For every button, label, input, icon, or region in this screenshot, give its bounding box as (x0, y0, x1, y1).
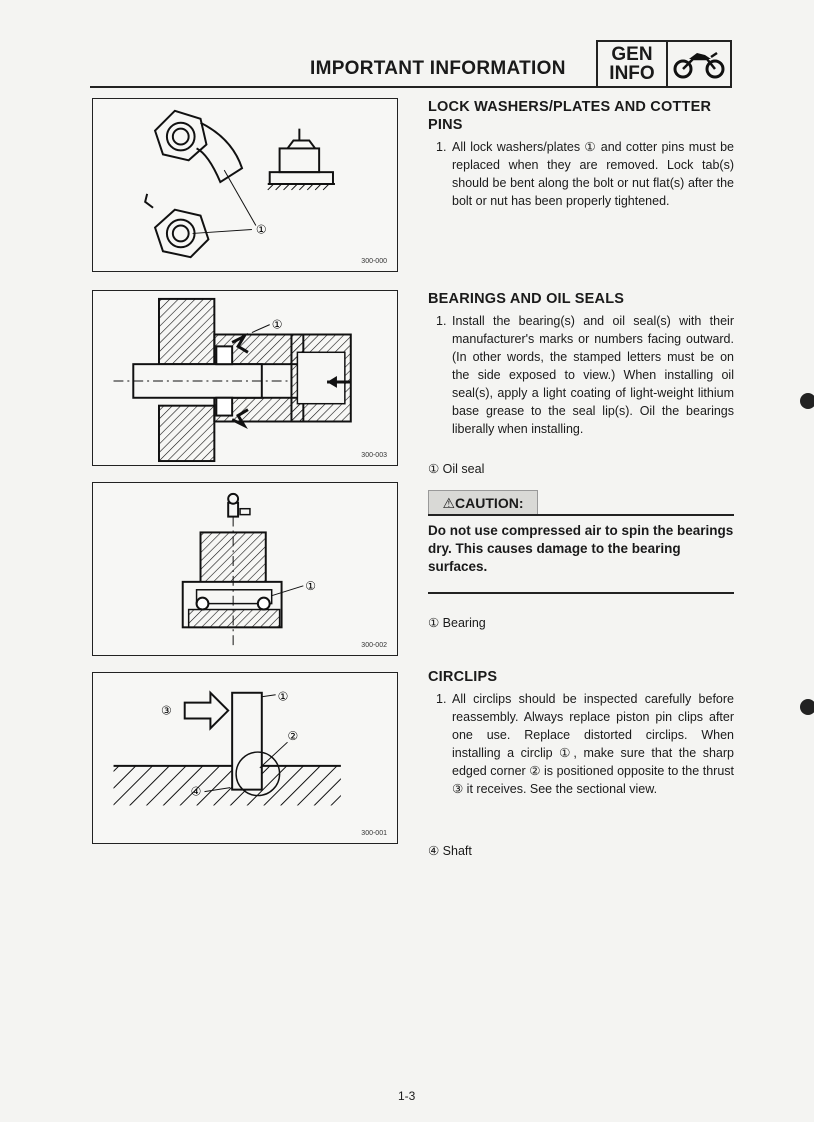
bearing-diagram (93, 483, 397, 655)
callout-1: ① (271, 317, 283, 332)
motorcycle-icon (668, 42, 730, 86)
page-number: 1-3 (398, 1089, 416, 1103)
figure-oil-seal (92, 290, 398, 466)
callout-1: ① (305, 578, 316, 593)
caution-rule-bottom (428, 592, 734, 594)
shaft-legend: ④ Shaft (428, 844, 472, 858)
badge-text (598, 42, 668, 86)
figure-code: 300-001 (361, 830, 387, 837)
page-title: IMPORTANT INFORMATION (310, 58, 566, 79)
oil-seal-diagram (93, 291, 397, 465)
figure-bearing (92, 482, 398, 656)
section-title: LOCK WASHERS/PLATES AND COTTER PINS (428, 99, 712, 133)
bearing-legend: ① Bearing (428, 616, 486, 630)
section-bearings (428, 290, 734, 438)
callout-2: ② (287, 729, 299, 744)
list-item (428, 690, 734, 798)
section-badge (596, 40, 732, 88)
item-text: All lock washers/plates ① and cotter pins must be replaced when they are removed. Lock tab(s) should be bent along the bolt or nut flat(s) after the bolt or nut has been properly tightened. (452, 140, 734, 208)
circlip-diagram (93, 673, 397, 843)
section-title: CIRCLIPS (428, 669, 498, 685)
figure-code: 300-003 (361, 452, 387, 459)
list-item (428, 138, 734, 210)
callout-3: ③ (160, 703, 172, 718)
badge-line-2: INFO (609, 63, 655, 84)
section-circlips (428, 668, 734, 798)
oil-seal-legend: ① Oil seal (428, 462, 485, 476)
figure-circlip (92, 672, 398, 844)
item-text: All circlips should be inspected carefully before reassembly. Always replace piston pin clips after one use. Replace distorted circlips. When installing a circlip ①, make sure that the sharp edged corner ② is positioned opposite to the thrust ③ it receives. See the sectional view. (452, 692, 734, 796)
header-rule (90, 86, 596, 88)
binding-hole-icon (788, 694, 814, 720)
item-text: Install the bearing(s) and oil seal(s) with their manufacturer's marks or numbers facing outward. (In other words, the stamped letters must be on the side exposed to view.) When installing oil seal(s), apply a light coating of light-weight lithium base grease to the seal lip(s). Oil the bearings liberally when installing. (452, 314, 734, 436)
caution-label: ⚠CAUTION: (428, 490, 538, 516)
section-lock-washers (428, 98, 734, 210)
lock-washer-diagram (93, 99, 397, 271)
item-number: 1. (436, 140, 447, 154)
binding-hole-icon (788, 388, 814, 414)
figure-code: 300-000 (361, 258, 387, 265)
figure-code: 300-002 (361, 642, 387, 649)
caution-rule-top (428, 514, 734, 516)
figure-lock-washer (92, 98, 398, 272)
item-number: 1. (436, 314, 447, 328)
callout-4: ④ (190, 784, 202, 799)
section-title: BEARINGS AND OIL SEALS (428, 291, 625, 307)
item-number: 1. (436, 692, 447, 706)
badge-line-1: GEN (611, 44, 653, 65)
callout-1: ① (277, 689, 289, 704)
callout-1: ① (255, 222, 267, 237)
caution-text: Do not use compressed air to spin the bearings dry. This causes damage to the bearing surfaces. (428, 523, 734, 574)
list-item (428, 312, 734, 438)
